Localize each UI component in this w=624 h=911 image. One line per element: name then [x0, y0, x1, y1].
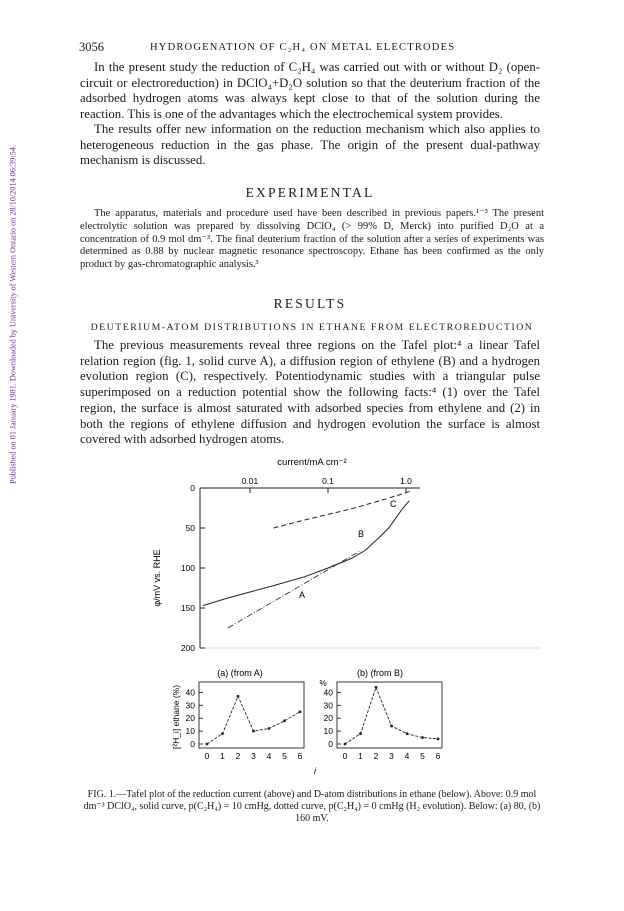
tafel-x-tick-label: 0.01 — [241, 476, 259, 486]
panel-y-tick-label: 0 — [190, 739, 195, 749]
tafel-x-label: current/mA cm⁻² — [277, 457, 347, 468]
tafel-series-A — [203, 501, 409, 606]
panel-point — [206, 743, 209, 746]
tafel-plot — [152, 457, 540, 653]
panel-x-tick-label: 6 — [435, 751, 441, 761]
panel-point — [437, 737, 440, 740]
panel-a-frame — [199, 682, 304, 748]
tafel-series-C — [274, 490, 413, 528]
panel-x-tick-label: 4 — [404, 751, 410, 761]
annotation-A: A — [299, 590, 306, 600]
panel-y-tick-label: 20 — [323, 713, 333, 724]
experimental-heading: EXPERIMENTAL — [245, 185, 375, 200]
panel-y-tick-label: 40 — [323, 687, 333, 698]
panel-x-tick-label: 6 — [297, 751, 303, 761]
experimental-text: The apparatus, materials and procedure used have been described in previous papers.¹⁻³ The present electrolytic solution was prepared by dissolving DClO₄ (> 99% D, Merck) into purified D₂O at a concentration of 0.9 mol dm⁻³. The final deuterium fraction of the solution after a series of experiments was determined as 0.88 by nuclear magnetic resonance spectroscopy. Ethane has been confirmed as the only product by gas-chromatographic analysis.³ — [80, 208, 544, 271]
intro-paragraph-1: In the present study the reduction of C₂H₄ was carried out with or without D₂ (open-circuit or electroreduction) in DClO₄+D₂O solution so that the deuterium fraction of the adsorbed hydrogen atoms was always kept close to that of the solution during the reaction. This is one of the advantages which the electrochemical system provides. — [80, 60, 540, 122]
panel-x-tick-label: 3 — [389, 751, 394, 761]
tafel-y-tick-label: 100 — [180, 563, 195, 573]
panel-point — [406, 732, 409, 735]
panel-y-tick-label: 0 — [328, 739, 333, 749]
tafel-extrapolation-line — [228, 551, 360, 628]
panel-point — [421, 736, 424, 739]
panel-x-tick-label: 2 — [373, 751, 379, 761]
panel-point — [375, 686, 378, 689]
panel-point — [344, 743, 347, 746]
results-text: The previous measurements reveal three regions on the Tafel plot:⁴ a linear Tafel relation region (fig. 1, solid curve A), a diffusion region of ethylene (B) and a hydrogen evolution region (C), respectively. Potentiodynamic studies with a triangular pulse superimposed on a reduction potential show the following facts:⁴ (1) over the Tafel region, the surface is almost saturated with adsorbed species from ethylene and (2) in both the regions of ethylene diffusion and hydrogen evolution the surface is almost covered with adsorbed hydrogen atoms. — [80, 338, 540, 447]
panel-point — [221, 732, 224, 735]
panel-line — [207, 696, 300, 744]
tafel-y-tick-label: 150 — [180, 603, 195, 613]
panel-x-tick-label: 2 — [235, 751, 241, 761]
panel-point — [299, 710, 302, 713]
panel-x-tick-label: 4 — [266, 751, 272, 761]
panel-point — [252, 730, 255, 733]
panel-point — [390, 725, 393, 728]
tafel-y-tick-label: 0 — [190, 483, 195, 493]
panel-x-tick-label: 5 — [282, 751, 287, 761]
panel-y-tick-label: 40 — [185, 687, 195, 698]
panel-y-tick-label: 20 — [185, 713, 195, 724]
panel-x-tick-label: 0 — [342, 751, 348, 761]
panel-x-tick-label: 5 — [420, 751, 425, 761]
panel-a — [171, 668, 304, 761]
page-number: 3056 — [79, 40, 104, 54]
panel-point — [268, 727, 271, 730]
panel-y-tick-label: 10 — [185, 726, 195, 737]
panel-x-tick-label: 1 — [358, 751, 363, 761]
panel-point — [359, 732, 362, 735]
tafel-y-tick-label: 200 — [180, 643, 195, 653]
panel-y-tick-label: 30 — [185, 700, 195, 711]
panel-b — [314, 668, 442, 776]
annotation-B: B — [358, 529, 365, 539]
panel-a-y-label: [²H_i] ethane (%) — [171, 684, 181, 750]
panel-a-title: (a) (from A) — [217, 668, 263, 678]
running-title: HYDROGENATION OF C₂H₄ ON METAL ELECTRODES — [150, 42, 456, 53]
tafel-x-tick-label: 0.1 — [322, 476, 334, 486]
panel-x-tick-label: 1 — [220, 751, 225, 761]
download-notice: Published on 01 January 1981. Downloaded by University of Western Ontario on 28/10/2014 06:39:54. — [8, 145, 18, 484]
tafel-y-label: φ/mV vs. RHE — [152, 549, 162, 607]
panel-b-y-label: % — [319, 679, 327, 688]
panel-x-tick-label: 3 — [251, 751, 256, 761]
intro-paragraph-2: The results offer new information on the reduction mechanism which also applies to heterogeneous reduction in the gas phase. The origin of the present dual-pathway mechanism is discussed. — [80, 122, 540, 168]
tafel-y-tick-label: 50 — [185, 523, 195, 533]
panel-point — [283, 719, 286, 722]
annotation-C: C — [390, 499, 397, 509]
results-subheading: DEUTERIUM-ATOM DISTRIBUTIONS IN ETHANE FROM ELECTROREDUCTION — [90, 322, 534, 333]
panel-line — [345, 687, 438, 744]
panel-x-label: i — [314, 766, 316, 776]
panel-y-tick-label: 30 — [323, 700, 333, 711]
panel-b-title: (b) (from B) — [357, 668, 403, 678]
tafel-x-tick-label: 1.0 — [400, 476, 412, 486]
results-heading: RESULTS — [273, 296, 347, 311]
panel-x-tick-label: 0 — [204, 751, 210, 761]
panel-point — [237, 695, 240, 698]
figure-caption: FIG. 1.—Tafel plot of the reduction current (above) and D-atom distributions in ethane (below). Above: 0.9 mol dm⁻³ DClO₄, solid curve, p(C₂H₄) = 10 cmHg, dotted curve, p(C₂H₄) = 0 cmHg (H₂ evolution). Below: (a) 80, (b) 160 mV. — [83, 789, 541, 824]
panel-y-tick-label: 10 — [323, 726, 333, 737]
